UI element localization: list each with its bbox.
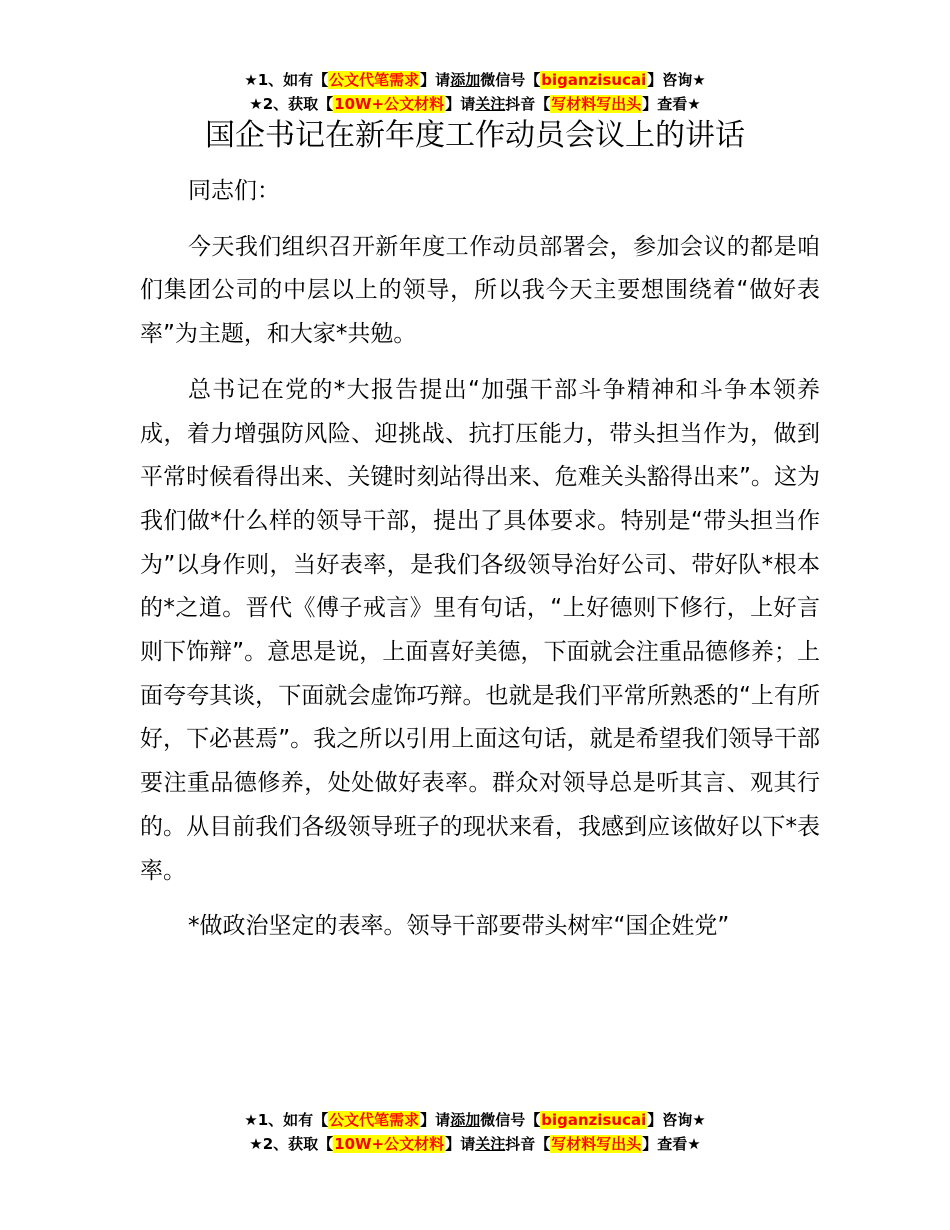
promo-text: 微信号【 xyxy=(480,1111,541,1129)
paragraph: 今天我们组织召开新年度工作动员部署会，参加会议的都是咱们集团公司的中层以上的领导，所以我今天主要想围绕着“做好表率”为主题，和大家*共勉。 xyxy=(140,233,820,348)
promo-text: 】请 xyxy=(420,1111,451,1129)
promo-line-2 xyxy=(0,92,950,116)
salutation: 同志们： xyxy=(188,178,280,204)
promo-highlight: 公文代笔需求 xyxy=(329,1111,420,1129)
promo-wechat-id: biganzisucai xyxy=(541,71,647,89)
promo-text: ★1、如有【 xyxy=(244,1111,329,1129)
promo-text: 微信号【 xyxy=(480,71,541,89)
footer-promo-banner xyxy=(0,1108,950,1156)
header-promo-banner xyxy=(0,68,950,116)
promo-text: ★2、获取【 xyxy=(249,1135,334,1153)
paragraph: 总书记在党的*大报告提出“加强干部斗争精神和斗争本领养成，着力增强防风险、迎挑战、抗打压能力，带头担当作为，做到平常时候看得出来、关键时刻站得出来、危难关头豁得出来”。这为我们做*什么样的领导干部，提出了具体要求。特别是“带头担当作为”以身作则，当好表率，是我们各级领导治好公司、带好队*根本的*之道。晋代《傅子戒言》里有句话，“上好德则下修行，上好言则下饰辩”。意思是说，上面喜好美德，下面就会注重品德修养；上面夸夸其谈，下面就会虚饰巧辩。也就是我们平常所熟悉的“上有所好，下必甚焉”。我之所以引用上面这句话，就是希望我们领导干部要注重品德修养，处处做好表率。群众对领导总是听其言、观其行的。从目前我们各级领导班子的现状来看，我感到应该做好以下*表率。 xyxy=(140,376,820,884)
promo-line-1 xyxy=(0,68,950,92)
promo-text: 添加 xyxy=(450,1111,481,1129)
promo-text: ★2、获取【 xyxy=(249,95,334,113)
promo-text: 】查看★ xyxy=(642,95,701,113)
promo-text: 抖音【 xyxy=(505,1135,551,1153)
promo-text: ★1、如有【 xyxy=(244,71,329,89)
promo-line-1 xyxy=(0,1108,950,1132)
promo-text: 添加 xyxy=(450,71,481,89)
promo-text: 关注 xyxy=(475,95,506,113)
promo-text: 抖音【 xyxy=(505,95,551,113)
document-title: 国企书记在新年度工作动员会议上的讲话 xyxy=(205,118,745,153)
promo-highlight: 公文代笔需求 xyxy=(329,71,420,89)
promo-text: 】咨询★ xyxy=(647,1111,706,1129)
promo-text: 关注 xyxy=(475,1135,506,1153)
promo-text: 】请 xyxy=(445,95,476,113)
promo-text: 】请 xyxy=(445,1135,476,1153)
document-body xyxy=(140,170,820,961)
promo-text: 】请 xyxy=(420,71,451,89)
promo-wechat-id: biganzisucai xyxy=(541,1111,647,1129)
promo-highlight: 10W+公文材料 xyxy=(334,1135,445,1153)
promo-highlight: 写材料写出头 xyxy=(551,1135,642,1153)
promo-highlight: 写材料写出头 xyxy=(551,95,642,113)
promo-text: 】咨询★ xyxy=(647,71,706,89)
promo-text: 】查看★ xyxy=(642,1135,701,1153)
promo-highlight: 10W+公文材料 xyxy=(334,95,445,113)
paragraph: *做政治坚定的表率。领导干部要带头树牢“国企姓党” xyxy=(188,913,730,940)
promo-line-2 xyxy=(0,1132,950,1156)
